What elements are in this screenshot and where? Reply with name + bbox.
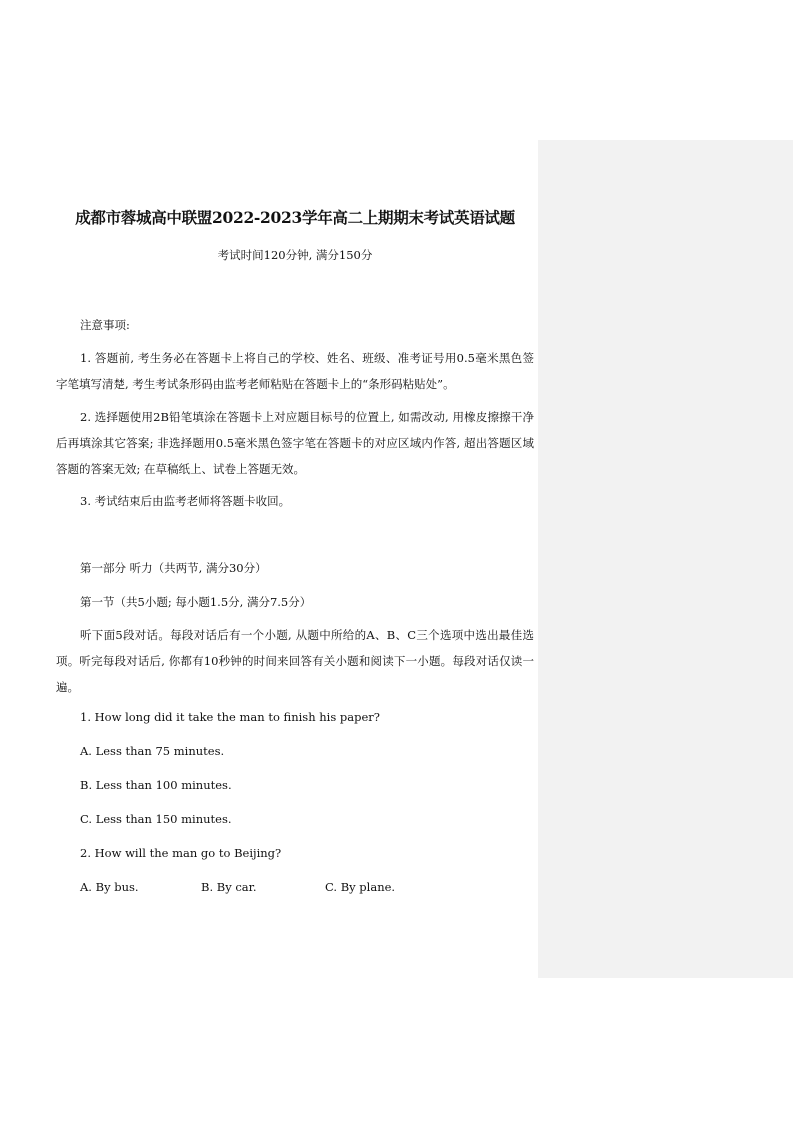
notice-item-1: 1. 答题前, 考生务必在答题卡上将自己的学校、姓名、班级、准考证号用0.5毫米黑色签字笔填写清楚, 考生考试条形码由监考老师粘贴在答题卡上的“条形码粘贴处”。: [56, 351, 534, 391]
notice-heading: 注意事项:: [80, 318, 130, 332]
question-1-option-c: C. Less than 150 minutes.: [80, 812, 232, 826]
question-2-option-a: A. By bus.: [80, 880, 139, 894]
notice-item-2: 2. 选择题使用2B铅笔填涂在答题卡上对应题目标号的位置上, 如需改动, 用橡皮擦擦干净后再填涂其它答案; 非选择题用0.5毫米黑色签字笔在答题卡的对应区域内作答, 超出答题区域答题的答案无效; 在草稿纸上、试卷上答题无效。: [56, 410, 534, 476]
question-1-option-b: B. Less than 100 minutes.: [80, 778, 232, 792]
instructions: 听下面5段对话。每段对话后有一个小题, 从题中所给的A、B、C三个选项中选出最佳选项。听完每段对话后, 你都有10秒钟的时间来回答有关小题和阅读下一小题。每段对话仅读一遍。: [56, 628, 534, 694]
question-2-stem: 2. How will the man go to Beijing?: [80, 846, 282, 860]
page-title: 成都市蓉城高中联盟2022-2023学年高二上期期末考试英语试题: [75, 208, 515, 227]
exam-info: 考试时间120分钟, 满分150分: [217, 248, 373, 262]
question-2-option-c: C. By plane.: [325, 880, 396, 894]
question-1-option-a: A. Less than 75 minutes.: [80, 744, 225, 758]
section-heading: 第一节（共5小题; 每小题1.5分, 满分7.5分）: [80, 595, 312, 609]
part-heading: 第一部分 听力（共两节, 满分30分）: [80, 561, 267, 575]
question-2-option-b: B. By car.: [201, 880, 257, 894]
notice-item-3: 3. 考试结束后由监考老师将答题卡收回。: [80, 494, 291, 508]
question-1-stem: 1. How long did it take the man to finish his paper?: [80, 710, 380, 724]
comment-pane: [538, 140, 793, 978]
